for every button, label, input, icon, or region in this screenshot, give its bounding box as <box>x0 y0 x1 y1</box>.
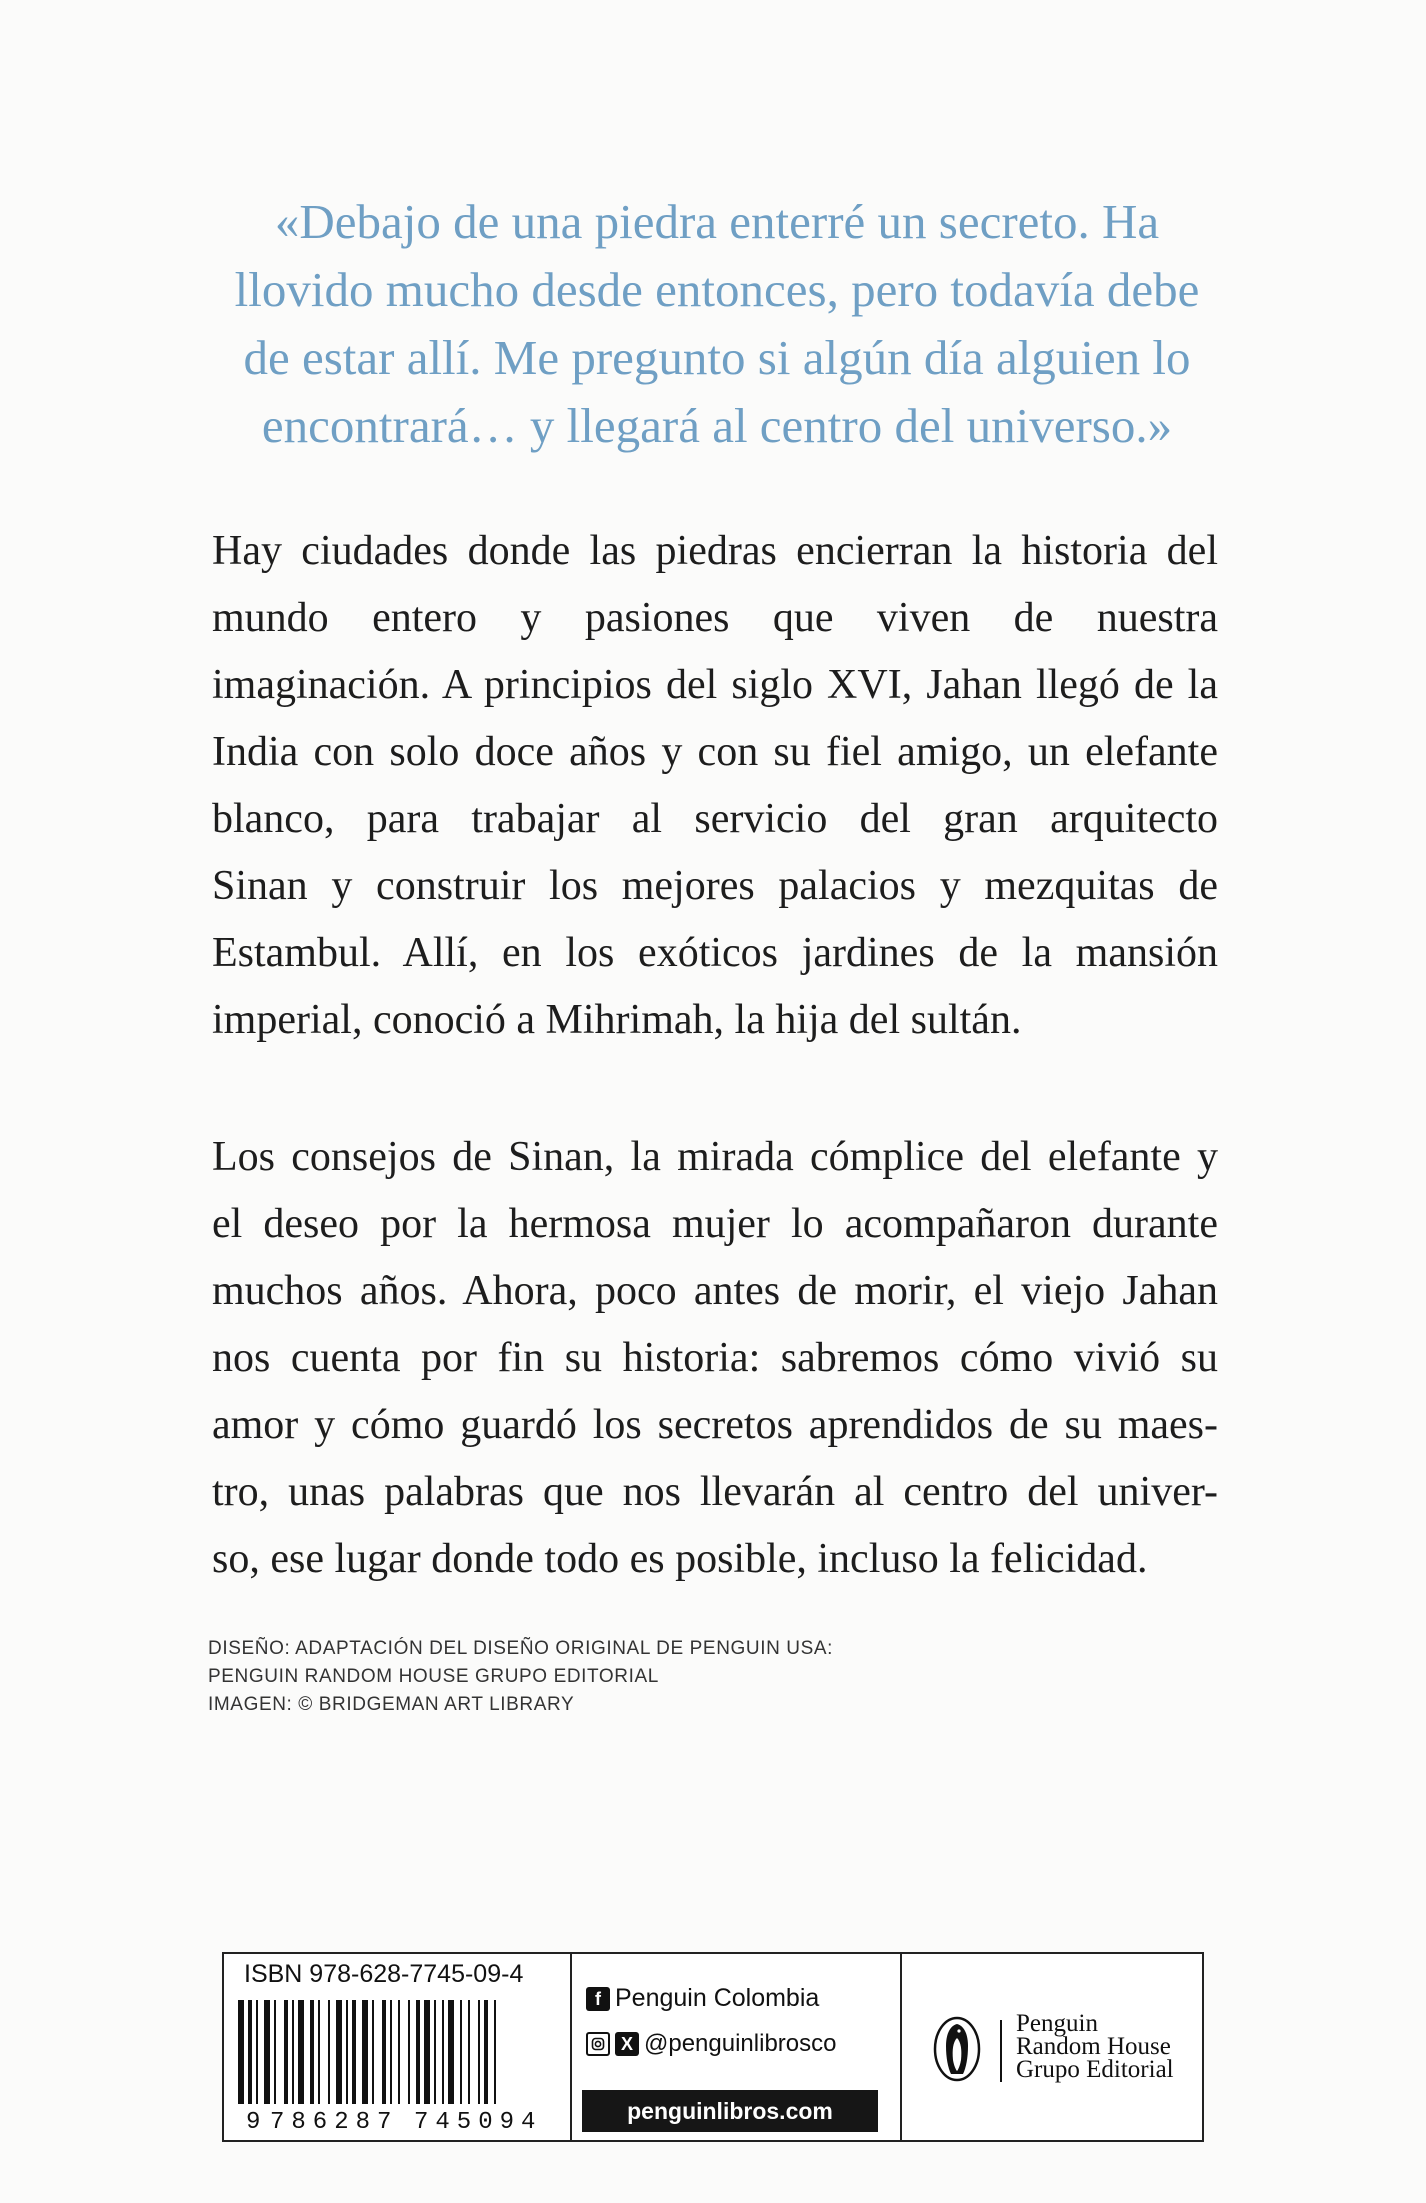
barcode-bar <box>448 2000 454 2106</box>
facebook-icon: f <box>586 1987 610 2011</box>
barcode-digits-left: 786287 <box>270 2109 399 2136</box>
publisher-name-line: Penguin <box>1016 2010 1098 2037</box>
credit-line: IMAGEN: © BRIDGEMAN ART LIBRARY <box>208 1694 575 1715</box>
quote-line: «Debajo de una piedra enterré un secreto. Ha <box>274 194 1160 249</box>
barcode-bar <box>336 2000 342 2106</box>
publisher-name-line: Grupo Editorial <box>1016 2056 1174 2083</box>
quote-line: de estar allí. Me pregunto si algún día alguien lo <box>243 330 1191 385</box>
quote-line: llovido mucho desde entonces, pero todavía debe <box>234 262 1200 317</box>
barcode-bar <box>328 2000 330 2106</box>
barcode-digit-prefix: 9 <box>246 2109 261 2136</box>
synopsis-line: mundo entero y pasiones que viven de nuestra <box>212 595 1218 641</box>
epigraph-quote <box>212 188 1222 460</box>
website-banner: penguinlibros.com <box>582 2090 878 2132</box>
barcode-bar <box>390 2000 392 2106</box>
barcode-bar <box>442 2000 444 2106</box>
barcode-bar <box>424 2000 430 2106</box>
barcode-bar <box>408 2000 410 2106</box>
synopsis-line: amor y cómo guardó los secretos aprendidos de su maes- <box>212 1402 1218 1448</box>
synopsis-line: blanco, para trabajar al servicio del gran arquitecto <box>212 796 1218 842</box>
publisher-panel <box>902 1954 1202 2140</box>
social-handle-row <box>586 2030 836 2058</box>
barcode-bar <box>382 2000 386 2106</box>
barcode-bar <box>460 2000 462 2106</box>
barcode-bar <box>248 2000 252 2106</box>
barcode-digits-right: 745094 <box>414 2109 543 2136</box>
barcode-bar <box>398 2000 400 2106</box>
synopsis-line: tro, unas palabras que nos llevarán al centro del univer- <box>212 1469 1218 1515</box>
barcode-bar <box>416 2000 420 2106</box>
social-handle: @penguinlibrosco <box>644 2030 837 2057</box>
synopsis-paragraph-1 <box>212 518 1218 1054</box>
barcode-bar <box>362 2000 368 2106</box>
barcode-bar <box>274 2000 276 2106</box>
barcode-graphic <box>224 1996 568 2140</box>
social-panel <box>572 1954 902 2140</box>
barcode-bar <box>372 2000 374 2106</box>
barcode-bar <box>310 2000 314 2106</box>
publisher-info-box <box>222 1952 1204 2142</box>
facebook-name: Penguin Colombia <box>615 1984 820 2012</box>
penguin-logo-icon <box>932 2016 982 2082</box>
synopsis-line: Sinan y construir los mejores palacios y mezquitas de <box>212 863 1218 909</box>
isbn-label: ISBN 978-628-7745-09-4 <box>244 1960 524 1988</box>
publisher-divider <box>1000 2020 1002 2082</box>
x-icon: X <box>615 2032 639 2056</box>
facebook-row <box>586 1984 819 2013</box>
barcode-bar <box>318 2000 320 2106</box>
barcode-bar <box>264 2000 270 2106</box>
publisher-name-line: Random House <box>1016 2033 1171 2060</box>
barcode-bar <box>298 2000 304 2106</box>
barcode-bar <box>346 2000 348 2106</box>
instagram-icon <box>586 2032 610 2056</box>
synopsis-line: nos cuenta por fin su historia: sabremos cómo vivió su <box>212 1335 1218 1381</box>
synopsis-line: Los consejos de Sinan, la mirada cómplice del elefante y <box>212 1134 1218 1180</box>
synopsis-line: muchos años. Ahora, poco antes de morir, el viejo Jahan <box>212 1268 1218 1314</box>
synopsis-line: so, ese lugar donde todo es posible, incluso la felicidad. <box>212 1536 1148 1582</box>
credit-line: DISEÑO: ADAPTACIÓN DEL DISEÑO ORIGINAL DE PENGUIN USA: <box>208 1638 834 1659</box>
barcode-bar <box>284 2000 288 2106</box>
barcode-bar <box>352 2000 356 2106</box>
synopsis-line: el deseo por la hermosa mujer lo acompañaron durante <box>212 1201 1218 1247</box>
barcode-bar <box>494 2000 496 2106</box>
synopsis-line: Estambul. Allí, en los exóticos jardines de la mansión <box>212 930 1218 976</box>
synopsis-line: Hay ciudades donde las piedras encierran la historia del <box>212 528 1218 574</box>
design-credits <box>208 1635 833 1719</box>
barcode-bar <box>238 2000 244 2106</box>
synopsis-line: imperial, conoció a Mihrimah, la hija del sultán. <box>212 997 1022 1043</box>
synopsis-line: imaginación. A principios del siglo XVI, Jahan llegó de la <box>212 662 1218 708</box>
credit-line: PENGUIN RANDOM HOUSE GRUPO EDITORIAL <box>208 1666 659 1687</box>
barcode-bar <box>478 2000 480 2106</box>
isbn-barcode-panel <box>224 1954 572 2140</box>
barcode-bar <box>468 2000 470 2106</box>
barcode-bar <box>256 2000 258 2106</box>
publisher-name <box>1016 2012 1174 2081</box>
barcode-bar <box>434 2000 436 2106</box>
barcode-bar <box>292 2000 294 2106</box>
barcode-bar <box>484 2000 488 2106</box>
synopsis-paragraph-2 <box>212 1124 1218 1593</box>
synopsis-line: India con solo doce años y con su fiel amigo, un elefante <box>212 729 1218 775</box>
quote-line: encontrará… y llegará al centro del universo.» <box>261 398 1173 453</box>
